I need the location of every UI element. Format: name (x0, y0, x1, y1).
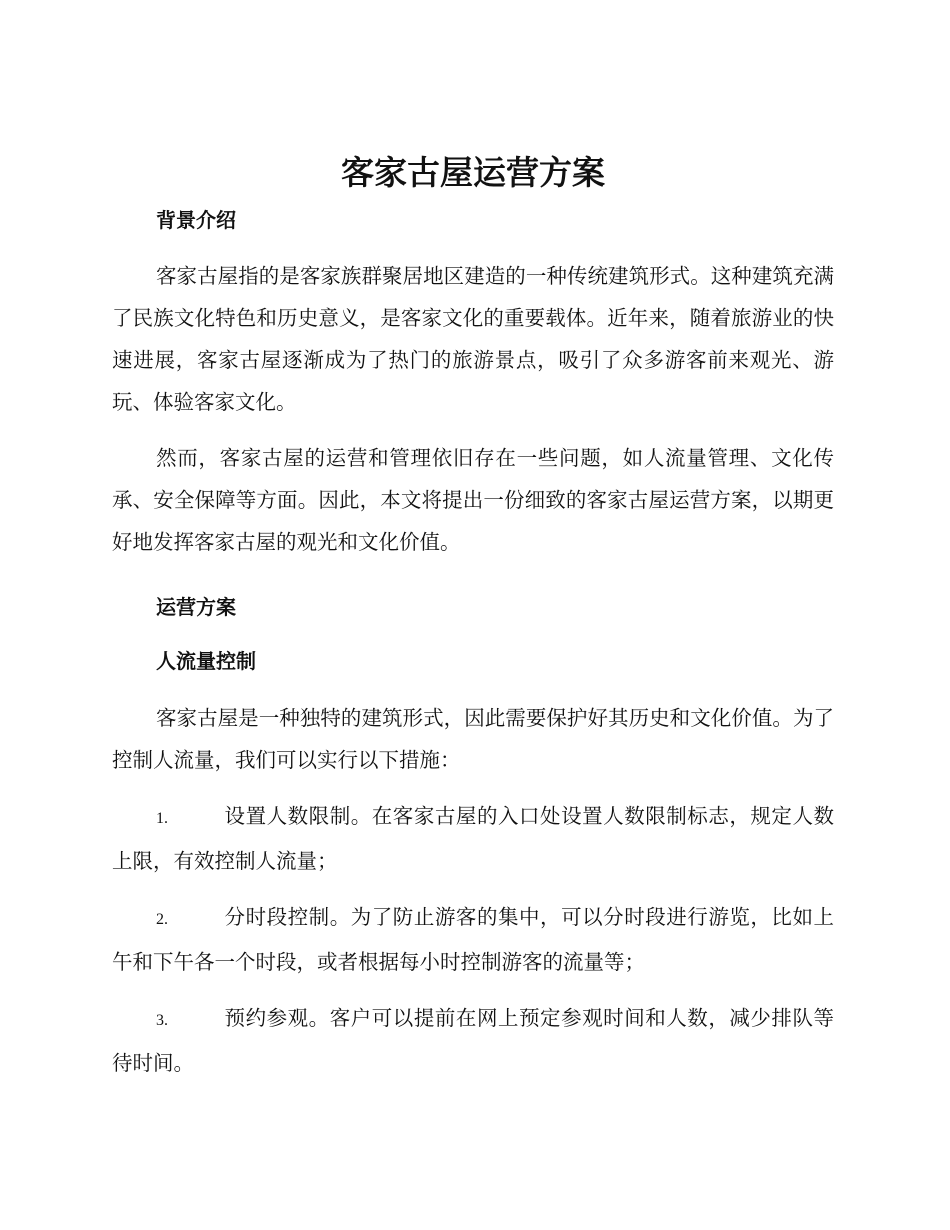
list-text: 分时段控制。为了防止游客的集中，可以分时段进行游览，比如上午和下午各一个时段，或者根据每小时控制游客的流量等； (112, 905, 834, 974)
list-item (112, 997, 834, 1084)
paragraph: 客家古屋是一种独特的建筑形式，因此需要保护好其历史和文化价值。为了控制人流量，我们可以实行以下措施： (112, 706, 834, 772)
section-heading-operation-plan: 运营方案 (156, 595, 236, 619)
list-number: 3. (156, 1012, 168, 1029)
section-heading-crowd-control: 人流量控制 (156, 649, 256, 673)
paragraph: 然而，客家古屋的运营和管理依旧存在一些问题，如人流量管理、文化传承、安全保障等方面。因此，本文将提出一份细致的客家古屋运营方案，以期更好地发挥客家古屋的观光和文化价值。 (112, 446, 834, 554)
document-title: 客家古屋运营方案 (341, 153, 605, 192)
paragraph: 客家古屋指的是客家族群聚居地区建造的一种传统建筑形式。这种建筑充满了民族文化特色和历史意义，是客家文化的重要载体。近年来，随着旅游业的快速进展，客家古屋逐渐成为了热门的旅游景点，吸引了众多游客前来观光、游玩、体验客家文化。 (112, 264, 834, 414)
document-body (112, 150, 834, 1084)
section-heading-background: 背景介绍 (156, 208, 236, 232)
list-item (112, 795, 834, 882)
list-item (112, 896, 834, 983)
list-text: 预约参观。客户可以提前在网上预定参观时间和人数，减少排队等待时间。 (112, 1006, 834, 1075)
list-text: 设置人数限制。在客家古屋的入口处设置人数限制标志，规定人数上限，有效控制人流量； (112, 804, 834, 873)
list-number: 1. (156, 810, 168, 827)
list-number: 2. (156, 911, 168, 928)
